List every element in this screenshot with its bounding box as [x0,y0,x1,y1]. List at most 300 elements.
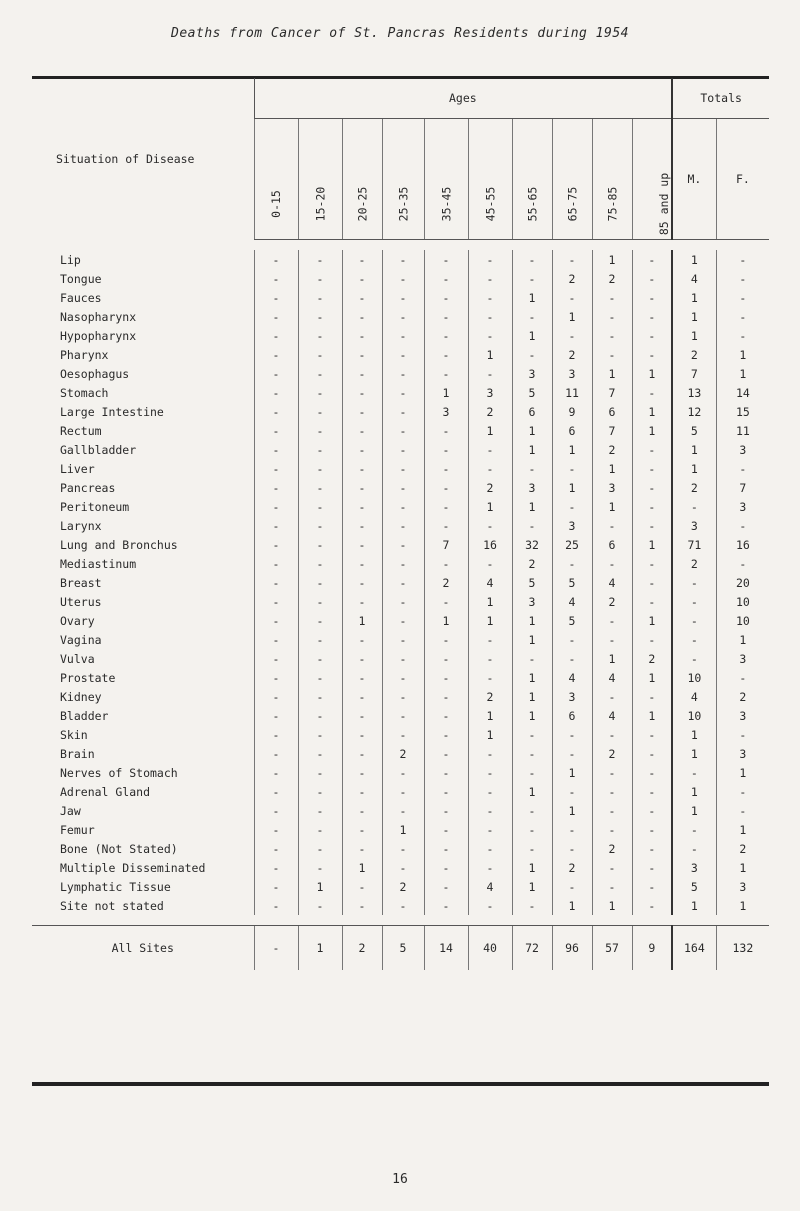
male-total-cell: 1 [672,250,716,269]
age-count-cell: - [254,630,298,649]
age-count-cell: - [424,478,468,497]
age-count-cell: - [424,288,468,307]
age-count-cell: - [552,250,592,269]
site-label: Nerves of Stomach [60,765,178,780]
male-total-cell: 1 [672,782,716,801]
age-count-cell: - [632,440,672,459]
age-count-cell: 1 [512,858,552,877]
age-count-cell: - [468,763,512,782]
age-count-cell: - [632,478,672,497]
age-count-cell: - [424,820,468,839]
table-row [32,573,769,592]
age-count-cell: - [512,516,552,535]
female-total-cell: 7 [716,478,769,497]
age-count-cell: - [632,345,672,364]
table-row [32,364,769,383]
site-label: Adrenal Gland [60,784,151,799]
age-count-cell: 3 [552,516,592,535]
age-count-cell: - [382,801,424,820]
site-label: Multiple Disseminated [60,860,206,875]
age-count-cell: 1 [552,440,592,459]
age-count-cell: - [632,573,672,592]
age-count-cell: - [342,782,382,801]
age-count-cell: - [424,440,468,459]
age-count-cell: - [382,269,424,288]
female-total-cell: - [716,459,769,478]
age-count-cell: - [552,877,592,896]
age-count-cell: 1 [592,896,632,915]
site-label: Mediastinum [60,556,137,571]
age-count-cell: - [632,877,672,896]
male-total-cell: 1 [672,288,716,307]
age-count-cell: - [468,364,512,383]
age-count-cell: - [342,649,382,668]
age-count-cell: - [424,269,468,288]
table-row [32,782,769,801]
table-row [32,288,769,307]
age-count-cell: - [382,497,424,516]
age-count-cell: - [298,307,342,326]
female-total-cell: 1 [716,630,769,649]
male-total-cell: 3 [672,516,716,535]
age-count-cell: - [552,630,592,649]
age-count-cell: 1 [512,782,552,801]
age-count-cell: - [254,421,298,440]
age-count-cell: - [298,820,342,839]
age-count-cell: - [382,421,424,440]
age-count-cell: - [298,535,342,554]
male-total-cell: 13 [672,383,716,402]
table-body [32,240,769,971]
site-label: Breast [60,575,102,590]
age-count-cell: - [342,383,382,402]
age-count-cell: - [468,801,512,820]
site-label: Hypopharynx [60,328,137,343]
age-count-cell: - [298,250,342,269]
age-count-cell: 1 [512,630,552,649]
female-total-cell: 11 [716,421,769,440]
age-count-cell: - [424,326,468,345]
age-count-cell: - [342,820,382,839]
age-count-cell: 1 [552,801,592,820]
age-count-cell: - [592,725,632,744]
age-count-cell: - [342,402,382,421]
age-count-cell: - [592,288,632,307]
female-total-cell: 10 [716,611,769,630]
age-count-cell: 1 [468,592,512,611]
table-row [32,687,769,706]
age-count-cell: - [298,744,342,763]
female-total-cell: 14 [716,383,769,402]
age-count-cell: - [298,459,342,478]
age-count-cell: - [298,858,342,877]
age-count-cell: 1 [632,421,672,440]
age-count-cell: - [424,554,468,573]
age-count-cell: - [552,497,592,516]
age-count-cell: 5 [552,573,592,592]
female-total-cell: 10 [716,592,769,611]
age-count-cell: - [254,326,298,345]
table-row [32,820,769,839]
age-count-cell: - [468,440,512,459]
table-row [32,383,769,402]
age-count-cell: - [298,497,342,516]
age-count-cell: 1 [512,668,552,687]
male-total-cell: 5 [672,421,716,440]
age-count-cell: 7 [592,383,632,402]
age-count-cell: 4 [592,668,632,687]
age-count-cell: - [632,725,672,744]
age-count-cell: - [298,725,342,744]
age-count-cell: 1 [342,611,382,630]
age-count-cell: 1 [552,307,592,326]
age-count-cell: 3 [552,364,592,383]
age-count-cell: - [382,288,424,307]
age-count-cell: - [342,687,382,706]
age-count-cell: - [382,250,424,269]
age-count-cell: 72 [512,926,552,971]
age-count-cell: - [342,573,382,592]
age-count-cell: 1 [424,383,468,402]
age-count-cell: 1 [632,402,672,421]
age-count-cell: 2 [468,478,512,497]
age-count-cell: 1 [512,421,552,440]
table-row [32,877,769,896]
age-count-cell: - [592,611,632,630]
age-count-cell: - [552,782,592,801]
age-count-cell: - [592,820,632,839]
total-row [32,926,769,971]
age-count-cell: - [468,820,512,839]
female-total-cell: - [716,725,769,744]
age-count-cell: - [382,706,424,725]
male-total-cell: - [672,649,716,668]
age-count-cell: - [512,801,552,820]
age-count-cell: - [424,668,468,687]
male-total-cell: 4 [672,687,716,706]
age-count-cell: - [298,326,342,345]
site-label: Jaw [60,803,81,818]
age-count-cell: - [298,516,342,535]
age-header-0-15: 0-15 [254,119,298,240]
site-label: Fauces [60,290,102,305]
age-count-cell: - [254,573,298,592]
age-count-cell: - [342,288,382,307]
female-total-cell: 1 [716,364,769,383]
age-count-cell: - [382,440,424,459]
age-count-cell: - [468,630,512,649]
age-count-cell: - [592,687,632,706]
age-count-cell: - [632,687,672,706]
table-row [32,763,769,782]
age-count-cell: - [632,250,672,269]
male-total-cell: 2 [672,554,716,573]
table-row [32,630,769,649]
male-total-cell: 2 [672,345,716,364]
age-count-cell: - [382,402,424,421]
age-count-cell: 11 [552,383,592,402]
age-count-cell: - [552,554,592,573]
age-count-cell: - [468,782,512,801]
site-label: Prostate [60,670,116,685]
table-row [32,250,769,269]
female-total-cell: 3 [716,706,769,725]
age-count-cell: - [468,269,512,288]
age-count-cell: 1 [512,288,552,307]
age-count-cell: 2 [468,402,512,421]
site-label: Pharynx [60,347,109,362]
female-total-cell: 16 [716,535,769,554]
age-count-cell: - [382,896,424,915]
page-title: Deaths from Cancer of St. Pancras Residents during 1954 [171,26,629,41]
age-count-cell: 1 [298,877,342,896]
table-row [32,744,769,763]
site-label: Stomach [60,385,109,400]
age-header-55-65: 55-65 [512,119,552,240]
age-count-cell: - [342,307,382,326]
age-count-cell: - [632,839,672,858]
age-count-cell: 4 [552,592,592,611]
totals-male-header: M. [672,119,716,240]
site-label: Lymphatic Tissue [60,879,171,894]
age-count-cell: - [512,744,552,763]
age-count-cell: 2 [592,440,632,459]
age-count-cell: - [254,744,298,763]
site-label: Tongue [60,271,102,286]
age-count-cell: - [468,839,512,858]
age-count-cell: - [298,839,342,858]
female-total-cell: 3 [716,440,769,459]
age-count-cell: - [424,801,468,820]
age-count-cell: - [632,554,672,573]
age-count-cell: 2 [382,877,424,896]
table-row [32,801,769,820]
age-count-cell: - [552,326,592,345]
age-count-cell: 1 [592,649,632,668]
female-total-cell: - [716,288,769,307]
age-count-cell: - [298,478,342,497]
age-count-cell: - [342,801,382,820]
age-count-cell: 5 [512,573,552,592]
age-count-cell: - [512,345,552,364]
age-count-cell: 1 [592,364,632,383]
female-total-cell: 1 [716,858,769,877]
age-count-cell: - [512,839,552,858]
female-total-cell: 1 [716,820,769,839]
age-count-cell: - [342,839,382,858]
age-count-cell: 16 [468,535,512,554]
totals-female-header: F. [716,119,769,240]
male-total-cell: 1 [672,307,716,326]
age-count-cell: - [342,250,382,269]
age-count-cell: - [342,364,382,383]
table-row [32,858,769,877]
age-count-cell: - [382,592,424,611]
situation-header: Situation of Disease [56,151,195,166]
female-total-cell: - [716,250,769,269]
site-label: Brain [60,746,95,761]
age-count-cell: - [468,516,512,535]
age-count-cell: - [552,459,592,478]
age-count-cell: - [632,630,672,649]
table-row [32,478,769,497]
age-count-cell: - [298,668,342,687]
age-count-cell: - [298,763,342,782]
age-count-cell: - [254,269,298,288]
age-count-cell: - [254,364,298,383]
page-number: 16 [392,1172,408,1187]
age-count-cell: 14 [424,926,468,971]
age-header-45-55: 45-55 [468,119,512,240]
age-count-cell: 1 [632,611,672,630]
age-count-cell: - [254,592,298,611]
age-count-cell: 2 [592,839,632,858]
age-count-cell: - [254,535,298,554]
age-count-cell: 1 [592,250,632,269]
age-header-20-25: 20-25 [342,119,382,240]
site-label: Vagina [60,632,102,647]
age-count-cell: - [298,383,342,402]
age-count-cell: - [254,383,298,402]
age-count-cell: - [632,288,672,307]
age-count-cell: - [298,649,342,668]
site-label: Femur [60,822,95,837]
age-count-cell: - [254,706,298,725]
age-count-cell: - [592,877,632,896]
site-label: Lip [60,252,81,267]
age-count-cell: - [512,459,552,478]
age-count-cell: 1 [512,326,552,345]
totals-header: Totals [672,78,769,119]
age-count-cell: - [342,763,382,782]
age-count-cell: 57 [592,926,632,971]
age-count-cell: - [552,725,592,744]
age-header-85-up: 85 and up [632,119,672,240]
age-count-cell: - [342,668,382,687]
age-count-cell: - [254,725,298,744]
age-count-cell: - [424,421,468,440]
table-row [32,649,769,668]
age-count-cell: 3 [512,592,552,611]
age-count-cell: - [254,926,298,971]
age-count-cell: - [254,554,298,573]
age-count-cell: 1 [512,497,552,516]
age-count-cell: - [424,687,468,706]
age-count-cell: 1 [592,497,632,516]
site-label: Ovary [60,613,95,628]
female-total-cell: 3 [716,877,769,896]
age-count-cell: - [468,250,512,269]
age-count-cell: - [512,896,552,915]
site-label: Larynx [60,518,102,533]
age-count-cell: - [468,326,512,345]
age-count-cell: - [424,839,468,858]
age-count-cell: - [298,611,342,630]
age-count-cell: - [424,592,468,611]
age-count-cell: - [298,573,342,592]
age-count-cell: - [592,326,632,345]
age-count-cell: - [254,402,298,421]
age-count-cell: - [342,440,382,459]
male-total-cell: 4 [672,269,716,288]
age-count-cell: - [254,763,298,782]
age-count-cell: - [382,763,424,782]
table-row [32,839,769,858]
age-count-cell: 2 [512,554,552,573]
male-total-cell: 1 [672,725,716,744]
age-count-cell: 3 [592,478,632,497]
age-count-cell: 4 [592,573,632,592]
table-row [32,668,769,687]
age-count-cell: - [298,687,342,706]
age-count-cell: - [342,630,382,649]
male-total-cell: 71 [672,535,716,554]
male-total-cell: 164 [672,926,716,971]
age-count-cell: - [632,592,672,611]
male-total-cell: 10 [672,668,716,687]
age-count-cell: 2 [424,573,468,592]
site-label: Gallbladder [60,442,137,457]
age-count-cell: - [424,649,468,668]
age-count-cell: - [254,497,298,516]
site-label: Site not stated [60,898,164,913]
age-header-75-85: 75-85 [592,119,632,240]
age-count-cell: - [592,554,632,573]
age-count-cell: 2 [552,345,592,364]
female-total-cell: 1 [716,763,769,782]
age-count-cell: - [382,459,424,478]
age-count-cell: - [298,554,342,573]
site-label: Lung and Bronchus [60,537,178,552]
female-total-cell: 1 [716,345,769,364]
age-count-cell: 1 [342,858,382,877]
age-count-cell: - [298,345,342,364]
table-row [32,725,769,744]
age-count-cell: - [632,307,672,326]
age-count-cell: - [298,402,342,421]
table-row [32,611,769,630]
age-count-cell: - [552,839,592,858]
male-total-cell: 1 [672,440,716,459]
age-count-cell: - [424,250,468,269]
age-count-cell: - [254,516,298,535]
age-count-cell: - [342,896,382,915]
age-count-cell: - [592,858,632,877]
male-total-cell: 12 [672,402,716,421]
table-row [32,535,769,554]
age-count-cell: - [382,326,424,345]
age-count-cell: 1 [632,706,672,725]
site-label: Bladder [60,708,109,723]
age-count-cell: - [382,554,424,573]
age-count-cell: - [382,687,424,706]
age-count-cell: - [382,516,424,535]
age-count-cell: 1 [382,820,424,839]
age-count-cell: - [512,820,552,839]
age-count-cell: - [342,326,382,345]
age-header-15-20: 15-20 [298,119,342,240]
age-count-cell: 4 [552,668,592,687]
age-count-cell: - [632,782,672,801]
age-header-35-45: 35-45 [424,119,468,240]
age-count-cell: 1 [424,611,468,630]
age-count-cell: 25 [552,535,592,554]
age-count-cell: - [382,383,424,402]
age-count-cell: - [342,269,382,288]
age-count-cell: - [468,668,512,687]
age-count-cell: 6 [512,402,552,421]
age-count-cell: - [342,592,382,611]
